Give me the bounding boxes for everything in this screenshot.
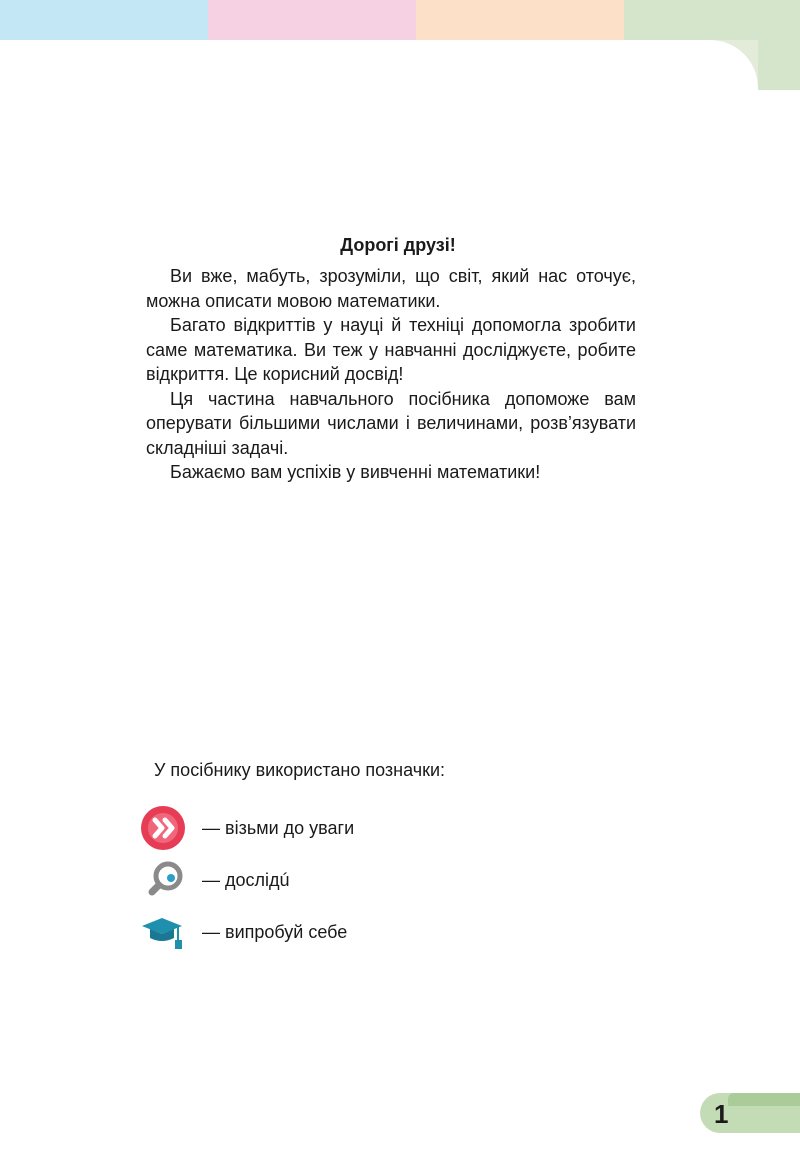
legend-item-test: [140, 910, 640, 954]
letter-paragraph: Ця частина навчального посібника допоможе вам оперувати більшими числами і величинами, розв’язувати складніші задачі.: [146, 388, 636, 458]
top-color-stripe-pink: [208, 0, 416, 40]
letter-paragraph: Багато відкриттів у науці й техніці допомогла зробити саме математика. Ви теж у навчанні досліджуєте, робите відкриття. Це корисний досвід!: [146, 315, 636, 384]
top-color-stripe-blue: [0, 0, 208, 40]
top-color-stripe-peach: [416, 0, 624, 40]
welcome-letter: [146, 232, 636, 485]
magnifier-icon: [140, 858, 190, 902]
legend-item-research: [140, 858, 640, 902]
top-color-stripe-green: [624, 0, 800, 40]
double-chevron-icon: [140, 806, 190, 850]
graduation-cap-icon: [140, 910, 190, 954]
icon-legend: [140, 756, 640, 962]
letter-paragraph: Бажаємо вам успіхів у вивченні математики!: [170, 462, 541, 482]
corner-tab: [758, 40, 800, 90]
legend-item-label: — дослідú: [202, 869, 290, 890]
legend-item-label: — випробуй себе: [202, 921, 348, 942]
legend-title: У посібнику використано позначки:: [154, 760, 446, 780]
letter-title: Дорогі друзі!: [340, 235, 456, 255]
legend-item-note: [140, 806, 640, 850]
letter-paragraph: Ви вже, мабуть, зрозуміли, що світ, який нас оточує, можна описати мовою математики.: [146, 266, 636, 311]
page-number: 1: [714, 1099, 729, 1129]
legend-item-label: — візьми до уваги: [202, 817, 355, 838]
